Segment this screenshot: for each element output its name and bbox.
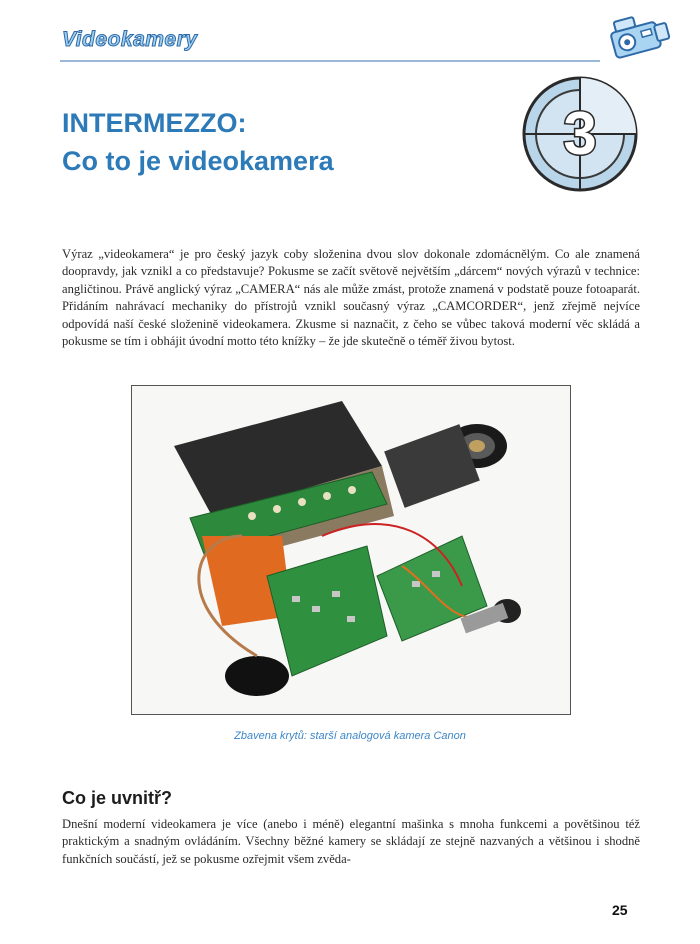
page-number: 25 [612,902,628,918]
chapter-number: 3 [563,100,597,167]
header-divider [60,60,600,62]
disassembled-camera-image [132,386,570,714]
section-header-title: Videokamery [62,28,198,51]
section-heading: Co je uvnitř? [62,788,173,808]
section-paragraph: Dnešní moderní videokamera je více (anebo i méně) elegantní mašinka s mnoha funkcemi a povětšinou též praktickým a snadným ovládáním. Všechny běžné kamery se skládají ze stejně nazvaných a většinou i shodně funkčních součástí, jež se pokusme ozřejmit všem zvěda- [62,817,640,866]
title-line-2: Co to je videokamera [62,146,334,176]
intro-paragraph: Výraz „videokamera“ je pro český jazyk coby složenina dvou slov dokonale zdomácnělým. Co ale znamená doopravdy, jak vznikl a co představuje? Pokusme se začít světově největším „dárcem“ nových výrazů v technice: angličtinou. Právě anglický výraz „CAMERA“ nás ale může zmást, protože znamená v podstatě pouze fotoaparát. Přidáním nahrávací mechaniky do přístrojů vznikl současný výraz „CAMCORDER“, jenž zřejmě nejvíce odpovídá naší české složenině videokamera. Zkusme si naznačit, z čeho se vůbec taková moderní věc skládá a pokusme se tím i obhájit úvodní motto této knížky – že jde skutečně o téměř živou bytost. [62,247,640,349]
page-title [62,104,334,180]
title-line-1: INTERMEZZO: [62,108,247,138]
chapter-number-badge [520,74,640,194]
photo-caption: Zbavena krytů: starší analogová kamera Canon [234,730,466,742]
camcorder-icon [604,6,674,64]
camera-photo [131,385,571,715]
